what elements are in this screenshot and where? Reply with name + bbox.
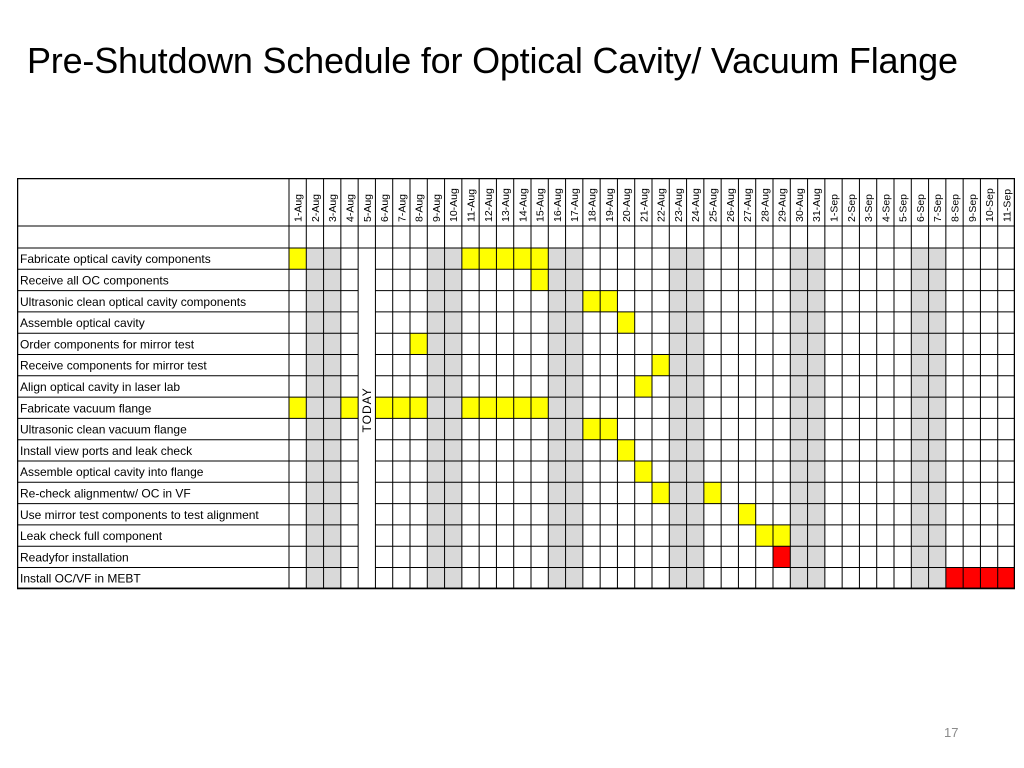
planned-cell <box>496 397 513 418</box>
slide-title: Pre-Shutdown Schedule for Optical Cavity/ Vacuum Flange <box>27 40 958 81</box>
task-label: Ultrasonic clean optical cavity components <box>20 294 247 309</box>
date-header-label: 27-Aug <box>742 188 755 222</box>
date-header-label: 28-Aug <box>759 188 772 222</box>
task-label: Assemble optical cavity <box>20 316 145 331</box>
page-number: 17 <box>944 725 959 740</box>
date-header-label: 22-Aug <box>655 188 668 222</box>
today-label: TODAY <box>359 387 374 433</box>
planned-cell <box>704 482 721 503</box>
planned-cell <box>514 248 531 269</box>
date-header-label: 8-Sep <box>949 193 962 222</box>
date-header-label: 2-Aug <box>309 193 322 222</box>
date-header-label: 5-Aug <box>361 193 374 222</box>
date-header-label: 11-Sep <box>1001 188 1014 222</box>
critical-cell <box>980 568 997 589</box>
task-label: Re-check alignmentw/ OC in VF <box>20 486 191 501</box>
date-header-label: 9-Aug <box>430 193 443 222</box>
critical-cell <box>946 568 963 589</box>
planned-cell <box>479 397 496 418</box>
planned-cell <box>531 269 548 290</box>
planned-cell <box>583 291 600 312</box>
date-header-label: 19-Aug <box>603 188 616 222</box>
planned-cell <box>617 440 634 461</box>
date-header-label: 18-Aug <box>586 188 599 222</box>
date-header-label: 12-Aug <box>482 188 495 222</box>
date-header-label: 30-Aug <box>793 188 806 222</box>
task-label: Install view ports and leak check <box>20 443 193 458</box>
planned-cell <box>756 525 773 546</box>
date-header-label: 8-Aug <box>413 193 426 222</box>
date-header-label: 25-Aug <box>707 188 720 222</box>
date-header-label: 11-Aug <box>465 188 478 222</box>
task-label: Use mirror test components to test alignment <box>20 507 259 522</box>
date-header-label: 16-Aug <box>551 188 564 222</box>
task-label: Ultrasonic clean vacuum flange <box>20 422 187 437</box>
planned-cell <box>738 504 755 525</box>
critical-cell <box>963 568 980 589</box>
date-header-label: 4-Aug <box>344 193 357 222</box>
planned-cell <box>462 397 479 418</box>
date-header-label: 1-Sep <box>828 193 841 222</box>
planned-cell <box>410 397 427 418</box>
planned-cell <box>289 248 306 269</box>
date-header-label: 6-Sep <box>914 193 927 222</box>
date-header-label: 10-Aug <box>448 188 461 222</box>
planned-cell <box>531 248 548 269</box>
task-label: Readyfor installation <box>20 550 129 565</box>
date-header-label: 3-Sep <box>863 193 876 222</box>
planned-cell <box>410 333 427 354</box>
date-header-label: 3-Aug <box>327 193 340 222</box>
gantt-chart <box>17 178 1015 590</box>
date-header-label: 4-Sep <box>880 193 893 222</box>
planned-cell <box>289 397 306 418</box>
date-header-label: 31-Aug <box>811 188 824 222</box>
planned-cell <box>462 248 479 269</box>
task-label: Order components for mirror test <box>20 337 195 352</box>
planned-cell <box>635 461 652 482</box>
planned-cell <box>635 376 652 397</box>
date-header-label: 26-Aug <box>724 188 737 222</box>
date-header-label: 21-Aug <box>638 188 651 222</box>
planned-cell <box>652 482 669 503</box>
task-label: Fabricate vacuum flange <box>20 401 152 416</box>
critical-cell <box>998 568 1015 589</box>
date-header-label: 6-Aug <box>379 193 392 222</box>
date-header-label: 2-Sep <box>845 193 858 222</box>
planned-cell <box>583 418 600 439</box>
critical-cell <box>773 546 790 567</box>
planned-cell <box>375 397 392 418</box>
date-header-label: 24-Aug <box>690 188 703 222</box>
task-label: Align optical cavity in laser lab <box>20 379 181 394</box>
date-header-label: 13-Aug <box>500 188 513 222</box>
planned-cell <box>341 397 358 418</box>
task-label: Leak check full component <box>20 529 163 544</box>
planned-cell <box>617 312 634 333</box>
date-header-label: 17-Aug <box>569 188 582 222</box>
planned-cell <box>600 418 617 439</box>
planned-cell <box>773 525 790 546</box>
task-label: Install OC/VF in MEBT <box>20 571 141 586</box>
date-header-label: 1-Aug <box>292 193 305 222</box>
date-header-label: 15-Aug <box>534 188 547 222</box>
task-label: Receive components for mirror test <box>20 358 207 373</box>
date-header-label: 5-Sep <box>897 193 910 222</box>
task-label: Fabricate optical cavity components <box>20 252 211 267</box>
date-header-label: 14-Aug <box>517 188 530 222</box>
date-header-label: 10-Sep <box>984 188 997 222</box>
date-header-label: 9-Sep <box>966 193 979 222</box>
planned-cell <box>652 355 669 376</box>
planned-cell <box>393 397 410 418</box>
planned-cell <box>600 291 617 312</box>
task-label: Assemble optical cavity into flange <box>20 465 204 480</box>
planned-cell <box>479 248 496 269</box>
date-header-label: 7-Aug <box>396 193 409 222</box>
date-header-label: 7-Sep <box>932 193 945 222</box>
planned-cell <box>496 248 513 269</box>
planned-cell <box>531 397 548 418</box>
date-header-label: 20-Aug <box>621 188 634 222</box>
date-header-label: 23-Aug <box>672 188 685 222</box>
planned-cell <box>514 397 531 418</box>
task-label: Receive all OC components <box>20 273 169 288</box>
date-header-label: 29-Aug <box>776 188 789 222</box>
